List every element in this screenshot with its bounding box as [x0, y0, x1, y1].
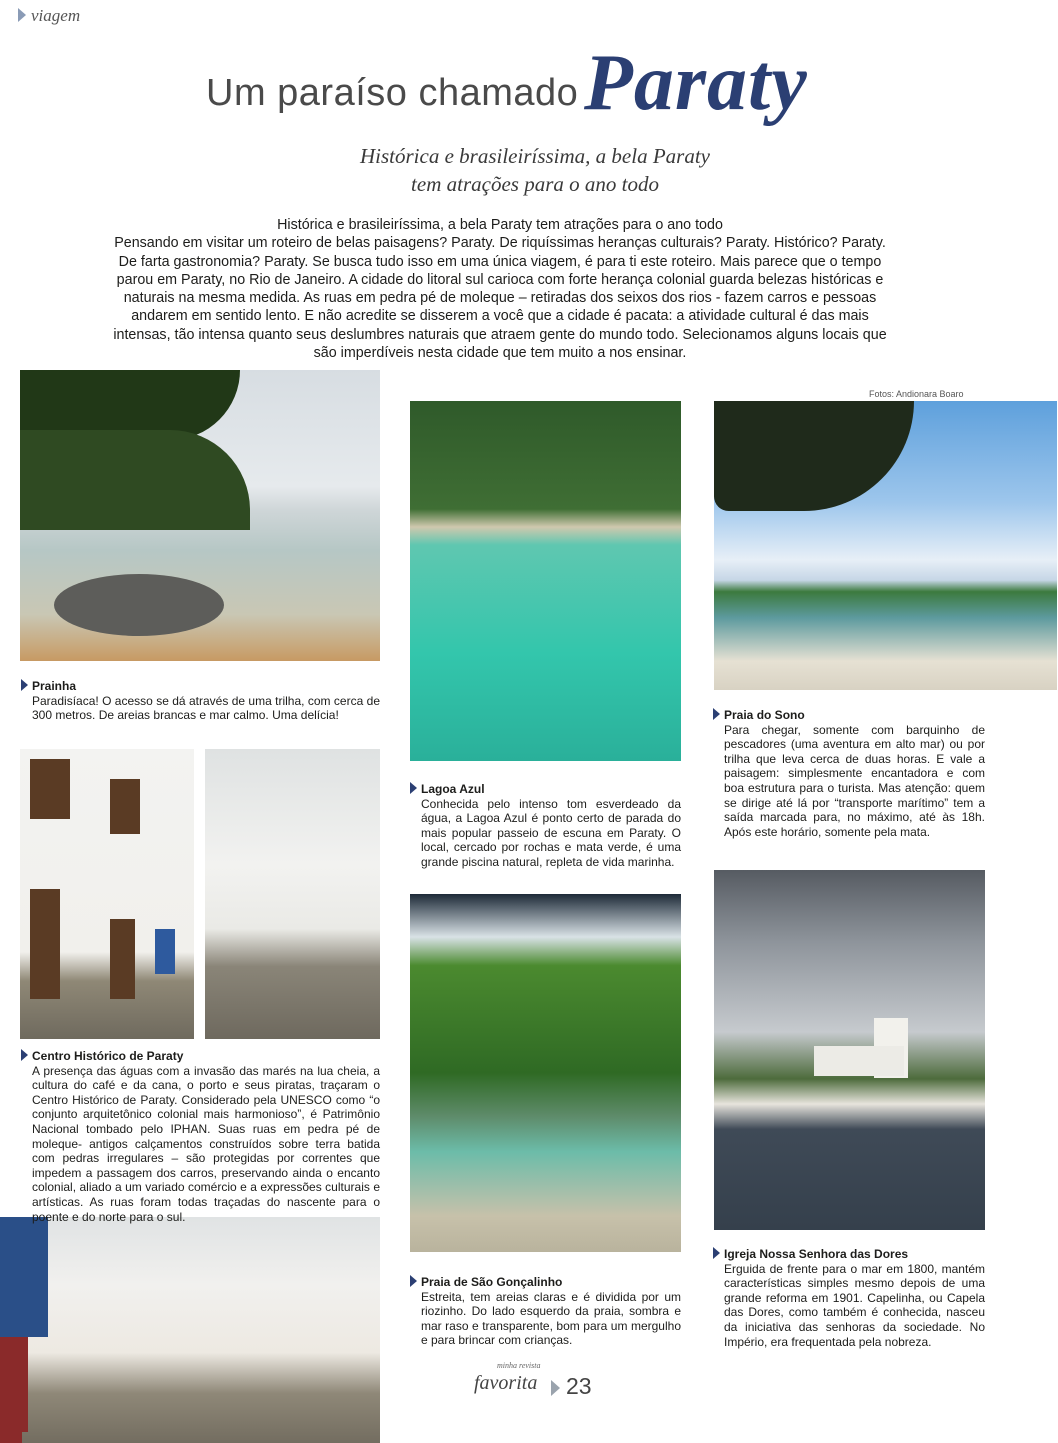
caption-arrow-icon [410, 782, 417, 794]
photo-prainha [20, 370, 380, 661]
caption-title: Igreja Nossa Senhora das Dores [724, 1247, 909, 1261]
section-tag [18, 6, 80, 26]
window [110, 779, 140, 834]
caption-text: Conhecida pelo intenso tom esverdeado da água, a Lagoa Azul é ponto certo de parada do mais popular passeio de escuna em Paraty. O local, cercado por rochas e mata verde, é uma grande piscina natural, repleta de vida marinha. [421, 796, 681, 869]
caption-title: Prainha [32, 679, 77, 693]
intro-lead: Histórica e brasileiríssima, a bela Paraty tem atrações para o ano todo [277, 217, 723, 233]
photo-centro-historico-street [205, 749, 380, 1039]
boulder [54, 574, 224, 636]
caption-arrow-icon [21, 679, 28, 691]
caption-prainha [32, 679, 380, 723]
headline-prefix: Um paraíso chamado [206, 72, 579, 114]
photo-credit: Fotos: Andionara Boaro [869, 389, 964, 399]
subtitle-line-2: tem atrações para o ano todo [411, 172, 659, 196]
photo-rua-colonial [0, 1217, 380, 1443]
subtitle [260, 142, 810, 198]
caption-title: Lagoa Azul [421, 782, 485, 796]
headline-name: Paraty [584, 39, 808, 127]
photo-lagoa-azul [410, 401, 681, 761]
door [0, 1337, 28, 1432]
caption-text: Estreita, tem areias claras e é dividida por um riozinho. Do lado esquerdo da praia, sombra e mar raso e transparente, bom para um mergulho e para brincar com crianças. [421, 1289, 681, 1348]
photo-praia-sao-goncalinho [410, 894, 681, 1252]
section-label: viagem [31, 6, 81, 25]
photo-igreja-nossa-senhora-das-dores [714, 870, 985, 1230]
footer-logo: favorita [474, 1372, 538, 1394]
caption-text: Para chegar, somente com barquinho de pescadores (uma aventura em alto mar) ou por trilha que leva cerca de duas horas. E vale a paisagem: simplesmente encantadora e com boa estrutura para o turista. Mas atenção: quem se dirige até lá por “transporte marítimo” tem a saída marcada para, no máximo, até às 18h. Após este horário, somente pela mata. [724, 722, 985, 839]
door [110, 919, 135, 999]
window [155, 929, 175, 974]
footer-logo-top: minha [497, 1361, 517, 1370]
window [205, 749, 219, 794]
caption-title: Praia do Sono [724, 708, 805, 722]
subtitle-line-1: Histórica e brasileiríssima, a bela Paraty [360, 144, 710, 168]
photo-praia-do-sono [714, 401, 1057, 690]
tree-branch [714, 401, 914, 511]
caption-lagoa-azul [421, 782, 681, 870]
footer-arrow-icon [551, 1380, 560, 1396]
page-number: 23 [566, 1373, 592, 1399]
caption-arrow-icon [713, 1247, 720, 1259]
door [205, 794, 215, 859]
caption-title: Centro Histórico de Paraty [32, 1049, 184, 1063]
footer-logo-small [497, 1362, 540, 1370]
footer-logo-mid: revista [519, 1361, 541, 1370]
caption-arrow-icon [21, 1049, 28, 1061]
blue-door [0, 1217, 48, 1337]
caption-title: Praia de São Gonçalinho [421, 1275, 563, 1289]
caption-praia-do-sono [724, 708, 985, 839]
caption-arrow-icon [410, 1275, 417, 1287]
intro-body: Pensando em visitar um roteiro de belas paisagens? Paraty. De riquíssimas heranças culturais? Paraty. Histórico? Paraty. De farta gastronomia? Paraty. Se busca tudo isso em uma única viagem, é para ti este roteiro. Mais parece que o tempo parou em Paraty, no Rio de Janeiro. A cidade do litoral sul carioca com forte herança colonial guarda belezas históricas e naturais na mesma medida. As ruas em pedra pé de moleque – retiradas dos seixos dos rios - fazem carros e pessoas andarem em sentido lento. E não acredite se disserem a você que a cidade é pacata: a atividade cultural é das mais intensas, tão intensa quanto seus deslumbres naturais que atraem gente do mundo todo. Selecionamos alguns locais que são imperdíveis nesta cidade que tem muito a nos ensinar. [113, 235, 887, 362]
window [30, 759, 70, 819]
caption-igreja [724, 1247, 985, 1349]
photo-centro-historico-facade [20, 749, 194, 1039]
caption-text: A presença das águas com a invasão das marés na lua cheia, a cultura do café e da cana, o porto e seus piratas, traçaram o Centro Histórico de Paraty. Considerado pela UNESCO como “o conjunto arquitetônico colonial mais harmonioso”, é Patrimônio Nacional tombado pelo IPHAN. Suas ruas em pedra pé de moleque- antigos calçamentos construídos sobre terra batida com pedras irregulares – são protegidas por correntes que impedem a passagem dos carros, preservando ainda o encanto colonial, aliado a um variado comércio e a expressões culturais e artísticas. As ruas foram todas traçadas do nascente para o poente e do norte para o sul. [32, 1063, 380, 1224]
door [30, 889, 60, 999]
section-arrow-icon [18, 8, 26, 22]
caption-text: Erguida de frente para o mar em 1800, mantém características simples mesmo depois de uma grande reforma em 1901. Capelinha, ou Capela das Dores, como também é conhecida, nasceu da iniciativa das senhoras da sociedade. No Império, era frequentada pela nobreza. [724, 1261, 985, 1349]
caption-praia-sao-goncalinho [421, 1275, 681, 1348]
caption-arrow-icon [713, 708, 720, 720]
church-building [814, 1046, 904, 1076]
caption-text: Paradisíaca! O acesso se dá através de uma trilha, com cerca de 300 metros. De areias brancas e mar calmo. Uma delícia! [32, 693, 380, 723]
door [0, 1432, 22, 1443]
forested-hill [20, 430, 250, 530]
caption-centro-historico [32, 1049, 380, 1224]
intro-text [105, 216, 895, 362]
